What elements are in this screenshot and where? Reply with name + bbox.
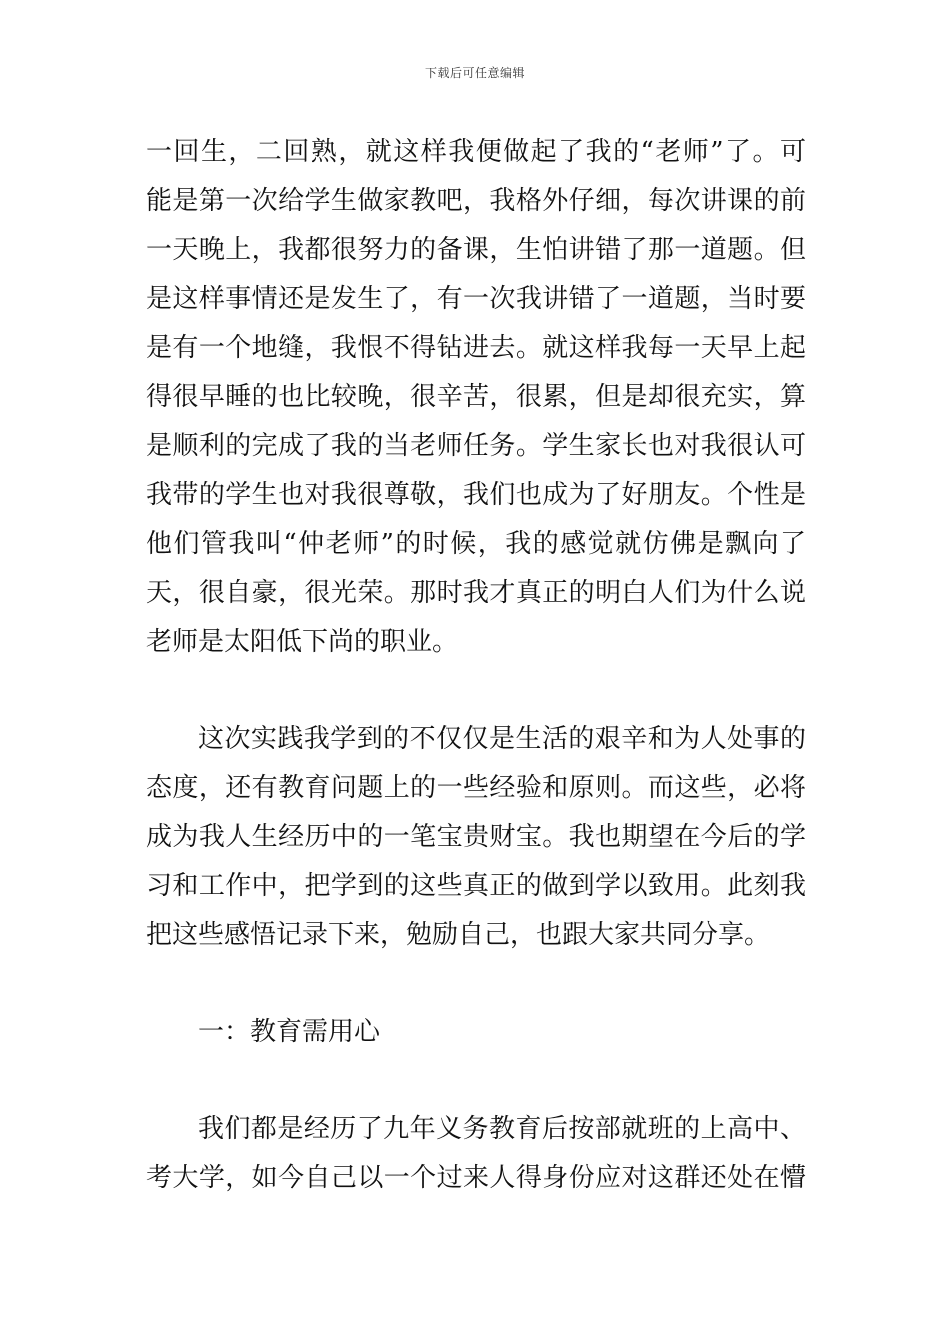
- paragraph-gap: [146, 960, 806, 1008]
- text-line: 我带的学生也对我很尊敬，我们也成为了好朋友。个性是: [146, 480, 806, 510]
- text-line: 是这样事情还是发生了，有一次我讲错了一道题，当时要: [146, 284, 806, 314]
- paragraph-1: [146, 128, 806, 667]
- paragraph-gap: [146, 667, 806, 715]
- text-line: 一天晚上，我都很努力的备课，生怕讲错了那一道题。但: [146, 235, 806, 265]
- text-line: 得很早睡的也比较晚，很辛苦，很累，但是却很充实，算: [146, 382, 806, 412]
- text-line: 是有一个地缝，我恨不得钻进去。就这样我每一天早上起: [146, 333, 806, 363]
- text-line: 他们管我叫“仲老师”的时候，我的感觉就仿佛是飘向了: [146, 529, 806, 559]
- paragraph-3: [146, 1105, 806, 1203]
- paragraph-gap: [146, 1057, 806, 1105]
- heading-line: 一：教育需用心: [198, 1017, 381, 1047]
- text-line: 一回生，二回熟，就这样我便做起了我的“老师”了。可: [146, 137, 806, 167]
- text-line: 态度，还有教育问题上的一些经验和原则。而这些，必将: [146, 773, 806, 803]
- text-line: 把这些感悟记录下来，勉励自己，也跟大家共同分享。: [146, 920, 771, 950]
- page-header-note: 下载后可任意编辑: [424, 66, 525, 80]
- text-line: 这次实践我学到的不仅仅是生活的艰辛和为人处事的: [198, 724, 806, 754]
- text-line: 我们都是经历了九年义务教育后按部就班的上高中、: [198, 1114, 806, 1144]
- paragraph-2: [146, 715, 806, 960]
- section-heading: [146, 1008, 806, 1057]
- text-line: 老师是太阳低下尚的职业。: [146, 627, 459, 657]
- text-line: 考大学，如今自己以一个过来人得身份应对这群还处在懵: [146, 1163, 806, 1193]
- text-line: 能是第一次给学生做家教吧，我格外仔细，每次讲课的前: [146, 186, 806, 216]
- text-line: 是顺利的完成了我的当老师任务。学生家长也对我很认可: [146, 431, 806, 461]
- text-line: 习和工作中，把学到的这些真正的做到学以致用。此刻我: [146, 871, 806, 901]
- text-line: 成为我人生经历中的一笔宝贵财宝。我也期望在今后的学: [146, 822, 806, 852]
- text-line: 天，很自豪，很光荣。那时我才真正的明白人们为什么说: [146, 578, 806, 608]
- document-body: [146, 128, 806, 1203]
